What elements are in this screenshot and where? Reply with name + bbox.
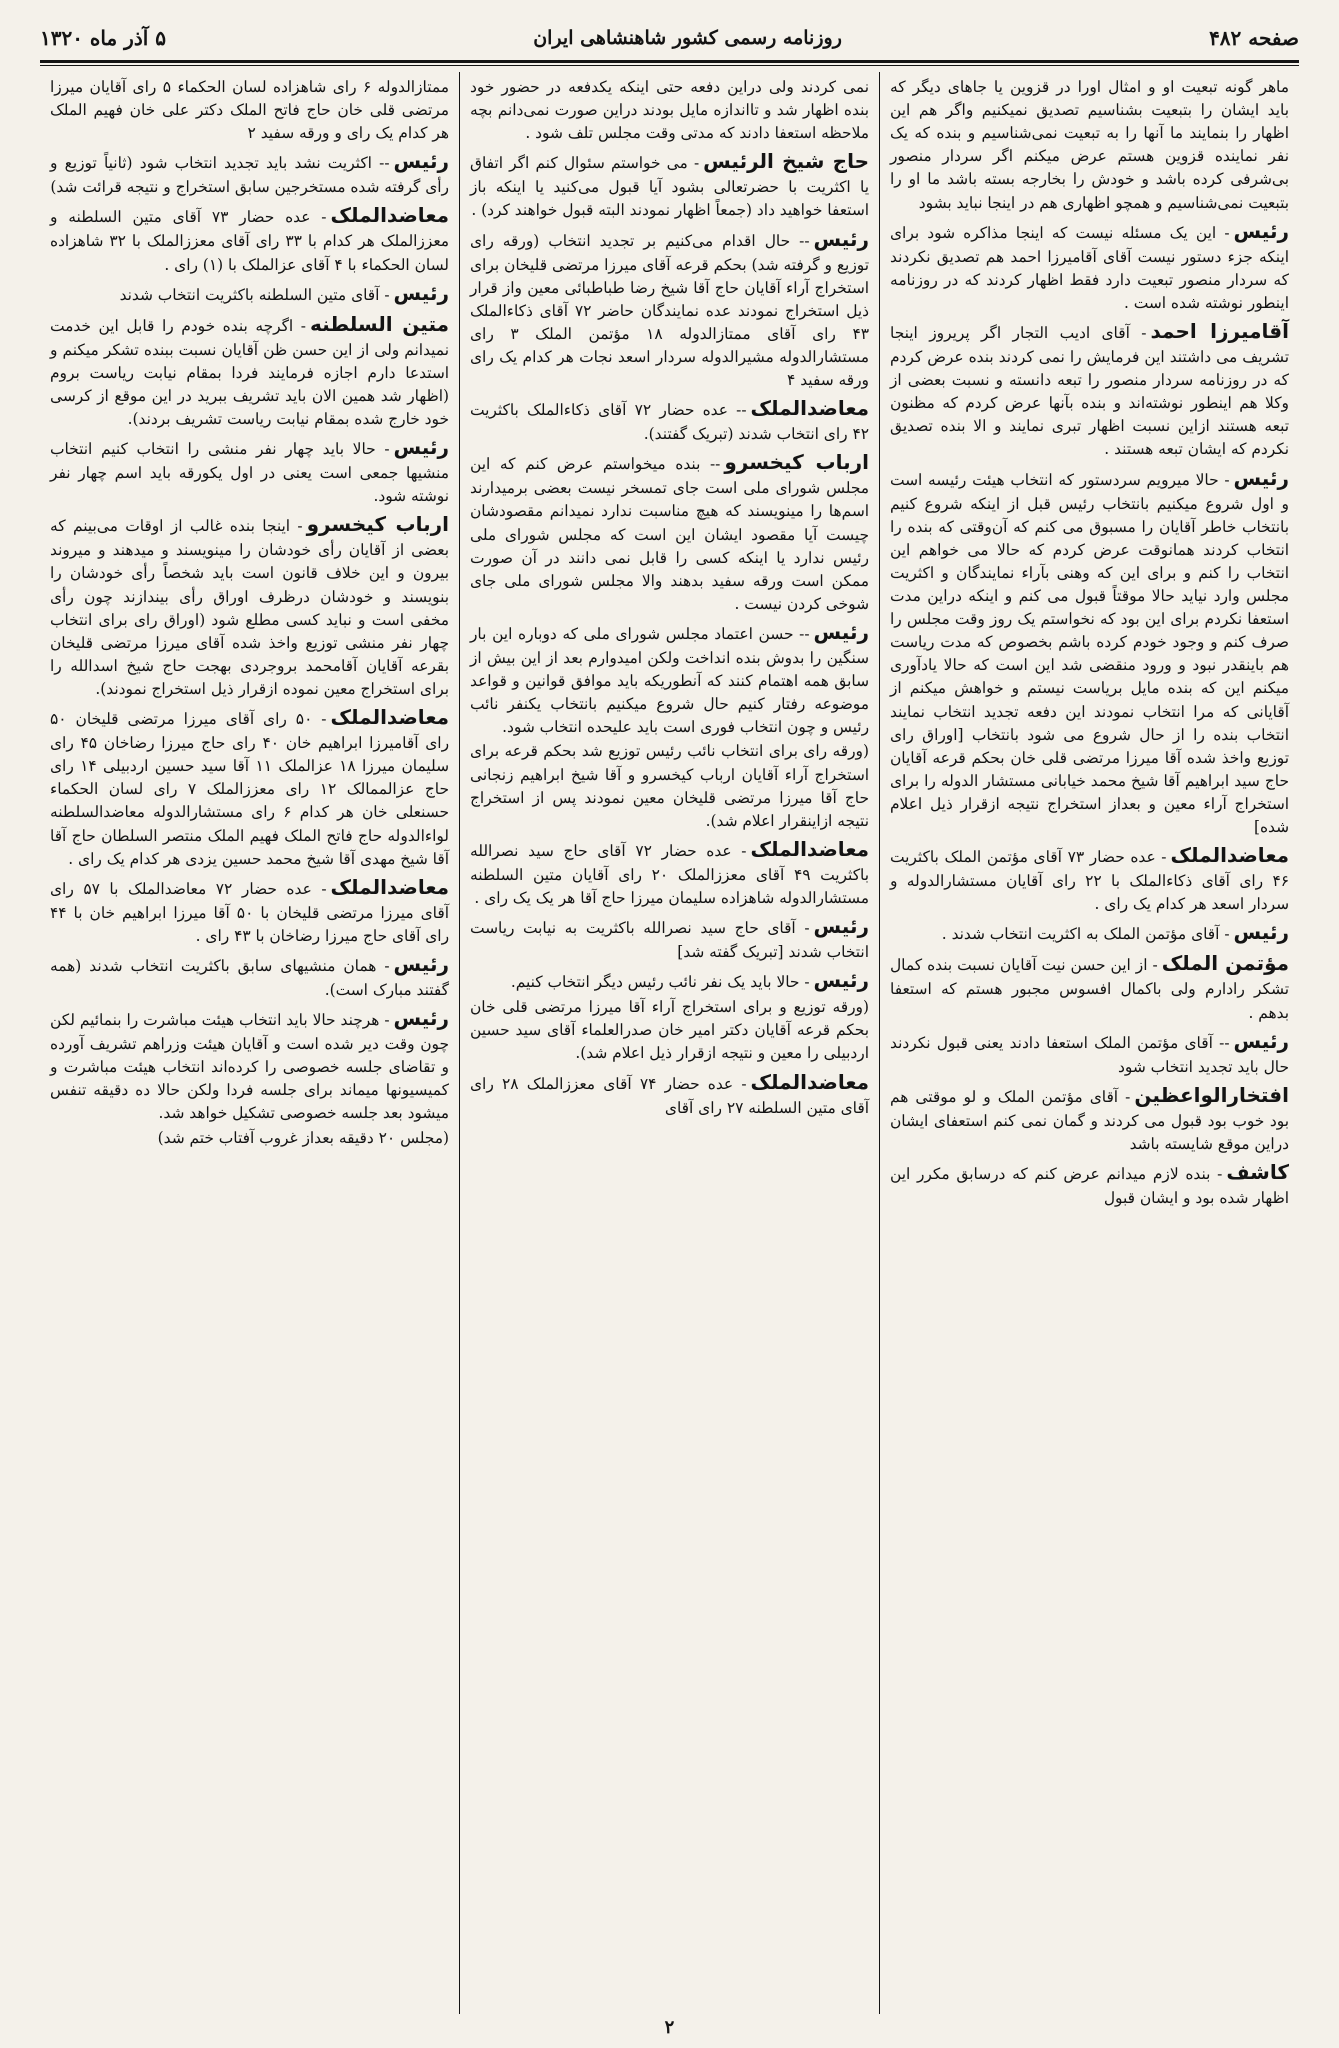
paragraph [50, 200, 449, 276]
paragraph-text: -- حسن اعتماد مجلس شورای ملی که دوباره این بار سنگین را بدوش بنده انداخت ولکن امیدوارم بعد از این بیش از سابق همه اهتمام کنند که آنطوریکه باید موافق قوانین و قواعد موضوعه رفتار کنیم حال شروع میکنیم بانتخاب یکنفر نائب رئیس و چون انتخاب فوری است باید علیحده انتخاب شود. [470, 624, 869, 737]
paragraph-text: (ورقه رای برای انتخاب نائب رئیس توزیع شد بحکم قرعه برای استخراج آراء آقایان ارباب کیخسرو و آقا شیخ ابراهیم زنجانی حاج آقا میرزا مرتضی قلیخان معین نمودند پس از استخراج نتیجه ازاینقرار اعلام شد). [470, 742, 869, 830]
paragraph-text: ماهر گونه تبعیت او و امثال اورا در قزوین یا جاهای دیگر که باید ایشان را بتبعیت بشناسیم تصدیق نمیکنیم واگر هم این اظهار را بنمایند ما آنها را به تبعیت نمی‌شناسیم و بنده که یک نفر نماینده قزوین هستم عرض میکنم اگر سردار منصور بی‌شرفی کرده باشد و خودش را بخارجه بسته باشد ما او را بتبعیت نمی‌شناسیم و همچو اظهاری هم در اینجا نباید بشود [890, 78, 1289, 212]
paragraph-text: - همان منشیهای سابق باکثریت انتخاب شدند (همه گفتند مبارک است). [50, 956, 449, 999]
paragraph-text: - بنده لازم میدانم عرض کنم که درسابق مکرر این اظهار شده بود و ایشان قبول [890, 1164, 1289, 1207]
paragraph [470, 393, 869, 446]
paragraph-text: - عده حضار ۷۳ آقای متین السلطنه و معززالملک هر کدام با ۳۳ رای آقای معززالملک با ۳۲ شاهزاده لسان الحکماء با ۴ آقای عزالملک با (۱) رای . [50, 208, 450, 274]
speaker-name: رئیس [813, 914, 869, 939]
speaker-name: رئیس [393, 1006, 449, 1031]
header-title: روزنامه رسمی کشور شاهنشاهی ایران [533, 27, 842, 49]
paragraph [890, 917, 1289, 947]
paragraph-text: -- اکثریت نشد باید تجدید انتخاب شود (ثانیاً توزیع و رأی گرفته شده مستخرجین سابق استخراج و نتیجه قرائت شد) [50, 154, 449, 197]
paragraph [50, 949, 449, 1002]
paragraph [470, 911, 869, 964]
paragraph-text: ممتازالدوله ۶ رای شاهزاده لسان الحکماء ۵ رای آقایان میرزا مرتضی قلی خان حاج فاتح الملک دکتر علی خان فهیم الملک هر کدام یک رای و ورقه سفید ۲ [50, 78, 449, 143]
paragraph [50, 76, 449, 145]
paragraph [50, 278, 449, 308]
paragraph [470, 834, 869, 910]
paragraph [470, 996, 869, 1065]
paragraph-text: -- بنده میخواستم عرض کنم که این مجلس شورای ملی است جای تمسخر نیست بعضی برمیدارند اسم‌ها را مینویسند که هیچ مناسبت ندارد نمیدانم مقصودشان چیست آیا مقصود ایشان این است که مجلس شورای ملی رئیس ندارد یا اینکه کسی را قابل نمی دانند در آن صورت ممکن است ورقه سفید بدهند والا مجلس شورای ملی جای شوخی کردن نیست . [470, 455, 869, 613]
paragraph-text: - حالا میرویم سردستور که انتخاب هیئت رئیسه است و اول شروع میکنیم بانتخاب رئیس قبل از اینکه شروع کنیم بانتخاب خاطر آقایان را مسبوق می کنم که آن‌وقتی که بنده را انتخاب کردند همانوقت عرض کردم که حالا می خواهم این انتخاب را کنم و برای این که وهنی بآراء نمایندگان و اکثریت مجلس وارد نیاید حالا موقتاً قبول می کنم و اینکه دراین مدت استعفا نکردم برای این بود که نخواستم یک روز وقت مجلس را صرف کنم و وجود خودم کرده باشم بخصوص که مدت ریاست هم باینقدر نبود و ورود منقضی شد این است که حالا یادآوری میکنم این که بنده مایل بریاست نیستم و خواهش میکنم از آقایانی که مرا انتخاب نمودند این دفعه تجدید انتخاب نمایند انتخاب بنده را از حال شروع می شود بانتخاب [اوراق رای توزیع واخذ شده آقا میرزا مرتضی قلی خان بحکم قرعه آقایان حاج سید ابراهیم آقا شیخ محمد خیابانی مستشار الدوله را برای استخراج آراء معین و بعداز استخراج نتیجه ازقرار ذیل اعلام شده] [890, 470, 1289, 837]
speaker-name: معاضدالملک [330, 874, 450, 899]
paragraph-text: -- عده حضار ۷۲ آقای ذکاءالملک باکثریت ۴۲ رای انتخاب شدند (تبریک گفتند). [470, 401, 869, 444]
paragraph [470, 224, 869, 393]
paragraph [470, 447, 869, 616]
paragraph [50, 702, 449, 871]
column-left [40, 72, 460, 2014]
speaker-name: معاضدالملک [750, 396, 870, 421]
paragraph-text: - ۵۰ رای آقای میرزا مرتضی قلیخان ۵۰ رای آقامیرزا ابراهیم خان ۴۰ رای حاج میرزا رضاخان ۴۵ رای سلیمان میرزا ۱۸ عزالملک ۱۱ آقا سید حسین اردبیلی ۱۴ رای حاج عزالممالک ۱۲ رای معززالملک ۷ رای لسان الحکماء حسنعلی خان هر کدام ۶ رای مستشارالدوله معاضدالسلطنه لواءالدوله حاج فاتح الملک فهیم الملک منتصر السلطان حاج آقا آقا شیخ مهدی آقا شیخ محمد حسین یزدی هر کدام یک رای . [50, 710, 450, 868]
speaker-name: معاضدالملک [330, 203, 449, 228]
paragraph-text: - آقای حاج سید نصرالله باکثریت به نیابت ریاست انتخاب شدند [تبریک گفته شد] [470, 919, 869, 962]
paragraph [890, 316, 1289, 462]
speaker-name: ارباب کیخسرو [306, 512, 449, 537]
paragraph [50, 1003, 449, 1125]
speaker-name: مؤتمن الملک [1161, 951, 1290, 976]
paragraph [890, 76, 1289, 215]
speaker-name: رئیس [393, 149, 449, 174]
paragraph-text: - آقای مؤتمن الملک به اکثریت انتخاب شدند . [941, 925, 1230, 944]
paragraph-text: - هرچند حالا باید انتخاب هیئت مباشرت را بنمائیم لکن چون وقت دیر شده است و آقایان هیئت وزراهم تشریف آورده و تقاضای جلسه خصوصی را کرده‌اند انتخاب هیئت مباشرت و کمیسیونها میماند برای جلسه فردا ولکن حالا ده دقیقه تنفس میشود بعد جلسه خصوصی تشکیل خواهد شد. [50, 1011, 449, 1123]
columns [40, 72, 1299, 2014]
paragraph [470, 76, 869, 145]
header-rule-thin [40, 65, 1299, 66]
paragraph [470, 740, 869, 832]
speaker-name: معاضدالملک [330, 705, 449, 730]
paragraph [890, 840, 1289, 916]
paragraph-text: - عده حضار ۷۳ آقای مؤتمن الملک باکثریت ۴۶ رای آقای ذکاءالملک با ۲۲ رای آقایان مستشارالدوله و سردار اسعد هر کدام یک رای . [890, 848, 1289, 914]
speaker-name: معاضدالملک [750, 836, 869, 861]
paragraph-text: - از این حسن نیت آقایان نسبت بنده کمال تشکر رادارم ولی باکمال افسوس مجبور هستم که استعفا بدهم . [890, 956, 1289, 1022]
paragraph [470, 1067, 869, 1120]
paragraph-text: - عده حضار ۷۴ آقای معززالملک ۲۸ رای آقای متین السلطنه ۲۷ رای آقای [470, 1074, 869, 1117]
speaker-name: رئیس [393, 435, 449, 460]
paragraph [890, 1157, 1289, 1210]
speaker-name: آقامیرزا احمد [1150, 318, 1290, 343]
speaker-name: حاج شیخ الرئیس [703, 149, 870, 174]
paragraph-text: (ورقه توزیع و برای استخراج آراء آقا میرزا مرتضی قلی خان بحکم قرعه آقایان دکتر امیر خان صدرالعلماء آقای سید حسین اردبیلی را معین و نتیجه ازقرار ذیل اعلام شد). [470, 998, 869, 1063]
paragraph [470, 617, 869, 739]
paragraph [50, 146, 449, 199]
paragraph [890, 216, 1289, 315]
paragraph-text: - آقای متین السلطنه باکثریت انتخاب شدند [119, 285, 390, 304]
paragraph-text: - می خواستم سئوال کنم اگر اتفاق یا اکثریت با حضرتعالی بشود آیا قبول می‌کنید یا اینکه باز استعفا خواهید داد (جمعاً اظهار نمودند البته قبول خواهند کرد) . [470, 154, 869, 220]
speaker-name: کاشف [1226, 1159, 1289, 1184]
speaker-name: رئیس [393, 951, 449, 976]
paragraph [890, 463, 1289, 840]
paragraph [50, 432, 449, 508]
paragraph [890, 1080, 1289, 1156]
paragraph-text: - حالا باید چهار نفر منشی را انتخاب کنیم انتخاب منشیها جمعی است یعنی در اول یکورقه باید اسم چهار نفر نوشته شود. [50, 440, 449, 506]
speaker-name: رئیس [1233, 465, 1289, 490]
speaker-name: رئیس [813, 619, 869, 644]
speaker-name: رئیس [813, 226, 869, 251]
paragraph [50, 1127, 449, 1150]
paragraph-text: - عده حضار ۷۲ آقای حاج سید نصرالله باکثریت ۴۹ آقای معززالملک ۲۰ رای آقایان متین السلطنه مستشارالدوله شاهزاده سلیمان میرزا حاج آقا هر یک یک رای . [470, 841, 869, 907]
column-middle [460, 72, 880, 2014]
speaker-name: ارباب کیخسرو [724, 450, 869, 475]
speaker-name: رئیس [813, 968, 869, 993]
paragraph [890, 948, 1289, 1024]
speaker-name: متین السلطنه [309, 311, 449, 336]
page-header [40, 18, 1299, 58]
paragraph-text: نمی کردند ولی دراین دفعه حتی اینکه یکدفعه در حضور خود بنده اظهار شد و تااندازه مایل بودند دراین صورت نمی‌دانم بچه ملاحظه استعفا دادند که مدتی وقت مجلس تلف شود . [470, 78, 869, 143]
paragraph-text: - حالا باید یک نفر نائب رئیس دیگر انتخاب کنیم. [510, 973, 810, 992]
paragraph [50, 509, 449, 701]
page-footer-number: ۲ [664, 2017, 675, 2038]
column-right [880, 72, 1299, 2014]
paragraph-text: - اینجا بنده غالب از اوقات می‌بینم که بعضی از آقایان رأی خودشان را مینویسند و میدهند و میروند بیرون و این خلاف قانون است باید شخصاً رأی خودشان را بنویسند و خودشان درظرف اوراق رأی بیندازند چون رأی مخفی است و نباید کسی مطلع شود (اوراق رای برای انتخاب چهار نفر منشی توزیع واخذ شده آقای میرزا مرتضی قلیخان بقرعه آقایان آقامحمد بروجردی بهجت حاج شیخ اسدالله را برای استخراج معین نموده ازقرار ذیل استخراج نمودند). [50, 517, 449, 698]
header-page-number: صفحه ۴۸۲ [1209, 26, 1299, 50]
speaker-name: رئیس [393, 280, 449, 305]
paragraph [890, 1026, 1289, 1079]
paragraph [470, 965, 869, 995]
paragraph-text: -- آقای مؤتمن الملک استعفا دادند یعنی قبول نکردند حال باید تجدید انتخاب شود [890, 1033, 1289, 1076]
header-date: ۵ آذر ماه ۱۳۲۰ [40, 26, 167, 50]
paragraph [50, 872, 449, 948]
speaker-name: رئیس [1233, 218, 1289, 243]
paragraph-text: - اگرچه بنده خودم را قابل این خدمت نمیدانم ولی از این حسن ظن آقایان نسبت ببنده تشکر میکنم و استدعا دارم اجازه فرمایند فردا بمقام نیابت ریاست بروم (اظهار شد همین الان باید تشریف ببرید در این موقع از کرسی خود خارج شده بمقام نیابت ریاست تشریف بردند). [50, 316, 449, 428]
speaker-name: معاضدالملک [750, 1069, 870, 1094]
paragraph-text: - عده حضار ۷۲ معاضدالملک با ۵۷ رای آقای میرزا مرتضی قلیخان با ۵۰ آقا میرزا ابراهیم خان با ۴۴ رای آقای حاج میرزا رضاخان با ۴۳ رای . [50, 879, 450, 945]
speaker-name: معاضدالملک [1170, 843, 1289, 868]
paragraph-text: - آقای ادیب التجار اگر پریروز اینجا تشریف می داشتند این فرمایش را نمی کردند بنده عرض کردم که در روزنامه سردار منصور را تبعه دانسته و نسبت بعضی از وکلا هم اینطور نوشته‌اند و بنده بآنها عرض کردم که مظنون تبعه هستند ازاین نسبت اظهار تبری نمایند و الا بنده تصدیق نکردم که ایشان تبعه هستند . [890, 323, 1289, 459]
paragraph-text: (مجلس ۲۰ دقیقه بعداز غروب آفتاب ختم شد) [157, 1128, 449, 1147]
speaker-name: رئیس [1233, 920, 1289, 945]
speaker-name: رئیس [1233, 1028, 1289, 1053]
paragraph [470, 146, 869, 222]
paragraph-text: - این یک مسئله نیست که اینجا مذاکره شود برای اینکه جزء دستور نیست آقای آقامیرزا احمد هم تصدیق نکردند که سردار منصور تبعیت دارد فقط اظهار کردند که در روزنامه اینطور نوشته شده است . [890, 223, 1289, 312]
paragraph-text: -- حال اقدام می‌کنیم بر تجدید انتخاب (ورقه رای توزیع و گرفته شد) بحکم قرعه آقای میرزا مرتضی قلیخان برای استخراج آراء آقایان حاج آقا شیخ رضا طباطبائی معین واز قرار ذیل استخراج نمودند عده نمایندگان حاضر ۷۲ آقای ذکاءالملک ۴۳ رای آقای ممتازالدوله ۱۸ مؤتمن الملک ۳ رای مستشارالدوله مشیرالدوله سردار اسعد نجات هر کدام یک رای ورقه سفید ۴ [470, 231, 870, 390]
paragraph-text: - آقای مؤتمن الملک و لو موقتی هم بود خوب بود قبول می کردند و گمان نمی کنم استعفای ایشان دراین موقع شایسته باشد [890, 1087, 1289, 1153]
header-rule [40, 60, 1299, 63]
speaker-name: افتخارالواعظین [1134, 1082, 1289, 1107]
paragraph [50, 309, 449, 431]
